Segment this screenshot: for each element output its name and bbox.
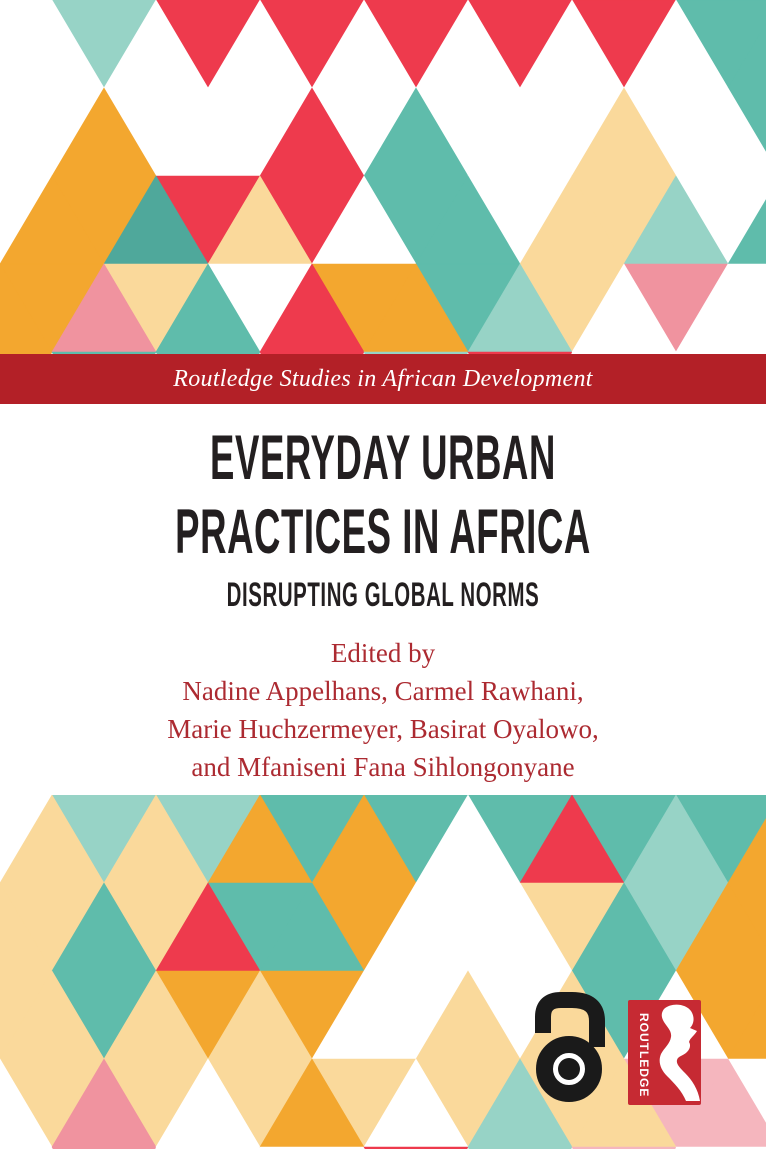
- editors-block: [0, 634, 766, 786]
- editors-line: Marie Huchzermeyer, Basirat Oyalowo,: [167, 714, 599, 744]
- routledge-logo-label: ROUTLEDGE: [637, 1013, 651, 1098]
- series-title: Routledge Studies in African Development: [173, 365, 593, 392]
- bottom-geometric-pattern: [0, 795, 766, 1149]
- editors-line: Nadine Appelhans, Carmel Rawhani,: [182, 676, 584, 706]
- edited-by-label: Edited by: [330, 638, 436, 668]
- title-line-2: PRACTICES IN AFRICA: [175, 497, 591, 567]
- top-geometric-pattern: [0, 0, 766, 354]
- routledge-logo: [628, 1000, 701, 1105]
- editors-line: and Mfaniseni Fana Sihlongonyane: [191, 752, 575, 782]
- book-title: [161, 421, 605, 569]
- book-subtitle: DISRUPTING GLOBAL NORMS: [226, 576, 540, 614]
- top-mosaic-shapes: [0, 0, 766, 354]
- series-banner: [0, 354, 766, 404]
- title-line-1: EVERYDAY URBAN: [210, 423, 556, 493]
